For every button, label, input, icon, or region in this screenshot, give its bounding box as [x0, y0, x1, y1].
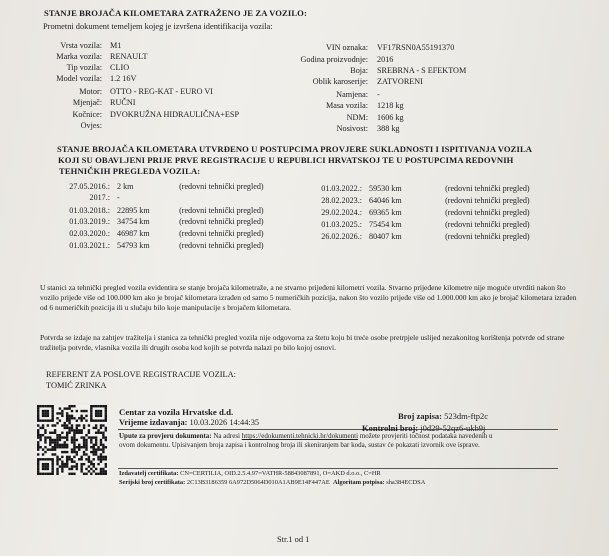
- value-ndm: 1606 kg: [377, 113, 404, 122]
- table-row: 01.03.2021.: 54793 km (redovni tehnički pregled): [69, 241, 264, 250]
- value-color: SREBRNA - S EFEKTOM: [377, 66, 467, 75]
- label-body: Oblik karoserije:: [312, 77, 368, 86]
- section-intro: Prometni dokument temeljem kojeg je izvršena identifikacija vozila:: [43, 22, 273, 31]
- issue-time: Vrijeme izdavanja: 10.03.2026 14:44:35: [119, 418, 260, 427]
- certificate-issuer: Izdavatelj certifikata: CN=CERTILIA, OID.2.5.4.97=VATHR-58843087891, O=AKD d.o.o., C=HR: [119, 470, 381, 477]
- issuer-name: Centar za vozila Hrvatske d.d.: [119, 407, 234, 417]
- control-number: Kontrolni broj: j0d29-52qz6-ukb9j: [362, 423, 486, 433]
- table-row: 28.02.2023.: 64046 km (redovni tehnički pregled): [321, 196, 530, 205]
- label-brakes: Kočnice:: [72, 110, 102, 119]
- label-color: Boja:: [350, 66, 368, 75]
- page-number: Str.1 od 1: [277, 535, 310, 544]
- section-title-identification: STANJE BROJAČA KILOMETARA ZATRAŽENO JE ZA VOZILO:: [44, 8, 307, 18]
- value-gearbox: RUČNI: [110, 98, 136, 107]
- divider: [118, 468, 558, 469]
- value-brakes: DVOKRUŽNA HIDRAULIČNA+ESP: [110, 110, 240, 119]
- note-paragraph-1: U stanici za tehnički pregled vozila evidentira se stanje brojača kilometraže, a ne stvarno prijeđeni kilometri vozila. Stvarno prijeđene kilometre nije moguće utvrditi nakon što vozilo prijeđe više od 100.000 km ako je brojač kilometara izrađen od samo 5 numeričkih pozicija, nakon što vozilo prijeđe više od 1.000.000 km ako je brojač kilometara izrađen od 6 numeričkih pozicija ili u slučaju bilo koje manipulacije s brojačem kilometara.: [40, 283, 577, 313]
- value-model: 1.2 16V: [110, 74, 137, 83]
- record-number: Broj zapisa: 523dm-ftp2c: [398, 411, 489, 421]
- label-ndm: NDM:: [346, 113, 368, 122]
- table-row: 01.03.2022.: 59530 km (redovni tehnički pregled): [321, 184, 530, 193]
- table-row: 01.03.2019.: 34754 km (redovni tehnički pregled): [69, 217, 264, 226]
- section-title-mileage-line3: TEHNIČKIH PREGLEDA VOZILA:: [59, 166, 201, 176]
- label-type: Tip vozila:: [66, 63, 102, 72]
- label-gearbox: Mjenjač:: [72, 98, 102, 107]
- value-year: 2016: [377, 55, 394, 64]
- section-title-mileage-line2: KOJI SU OBAVLJENI PRIJE PRVE REGISTRACIJE U REPUBLICI HRVATSKOJ TE U POSTUPCIMA REDOVNIH: [58, 155, 514, 165]
- table-row: 27.05.2016.: 2 km (redovni tehnički pregled): [69, 182, 264, 191]
- value-vehicle-type: M1: [110, 41, 122, 50]
- table-row: 02.03.2020.: 46987 km (redovni tehnički pregled): [69, 229, 264, 238]
- note-paragraph-2: Potvrda se izdaje na zahtjev tražitelja i stanica za tehnički pregled vozila nije odgovorna za štetu koju bi treće osobe pretrpjele uslijed nezakonitog korištenja potvrde od strane tražitelja potvrde, vlasnika vozila ili drugih osoba kod kojih se potvrda nalazi po bilo kojoj osnovi.: [40, 333, 565, 353]
- verify-link[interactable]: https://edokumenti.tehnicki.hr/dokumenti: [241, 432, 359, 440]
- label-vehicle-type: Vrsta vozila:: [60, 41, 102, 50]
- divider: [118, 429, 558, 430]
- label-purpose: Namjena:: [336, 90, 368, 99]
- label-vin: VIN oznaka:: [325, 43, 368, 52]
- value-make: RENAULT: [110, 52, 148, 61]
- table-row: 29.02.2024.: 69365 km (redovni tehnički pregled): [321, 208, 530, 217]
- value-payload: 388 kg: [377, 124, 400, 133]
- label-mass: Masa vozila:: [325, 101, 368, 110]
- table-row: 01.03.2018.: 22895 km (redovni tehnički pregled): [69, 206, 264, 215]
- value-purpose: -: [377, 90, 380, 99]
- certificate-serial: Serijski broj certifikata: 2C13B3186359 6A972D5064D010A1AB9E14F447AE Algoritam potpisa: sha384ECDSA: [119, 479, 426, 486]
- section-title-mileage-line1: STANJE BROJAČA KILOMETARA UTVRĐENO U POSTUPCIMA PROVJERE SUKLADNOSTI I ISPITIVANJA VOZILA: [57, 144, 533, 154]
- table-row: 26.02.2026.: 80407 km (redovni tehnički pregled): [321, 232, 530, 241]
- referent-title: REFERENT ZA POSLOVE REGISTRACIJE VOZILA:: [46, 370, 236, 379]
- label-year: Godina proizvodnje:: [300, 55, 368, 64]
- label-engine: Motor:: [79, 87, 102, 96]
- label-make: Marka vozila:: [56, 52, 102, 61]
- referent-name: TOMIĆ ZRINKA: [46, 381, 107, 390]
- label-payload: Nosivost:: [336, 124, 368, 133]
- label-model: Model vozila:: [56, 74, 102, 83]
- value-vin: VF17RSN0A55191370: [377, 43, 455, 52]
- value-engine: OTTO - REG-KAT - EURO VI: [110, 87, 214, 96]
- table-row: 01.03.2025.: 75454 km (redovni tehnički pregled): [321, 220, 530, 229]
- table-row: 2017.: -: [89, 193, 120, 202]
- value-type: CLIO: [110, 63, 130, 72]
- verify-text: Upute za provjeru dokumenta: Na adresi https://edokumenti.tehnicki.hr/dokumenti možete provjeriti točnost podataka navedenih u ovom dokumentu. Upisivanjem broja zapisa i kontrolnog broja ili skeniranjem bar koda, sustav će pokazati izvornik ove isprave.: [119, 432, 493, 449]
- value-mass: 1218 kg: [377, 101, 404, 110]
- qr-code-icon: [37, 405, 107, 475]
- label-axles: Ovjes:: [80, 121, 102, 130]
- value-body: ZATVORENI: [377, 77, 423, 86]
